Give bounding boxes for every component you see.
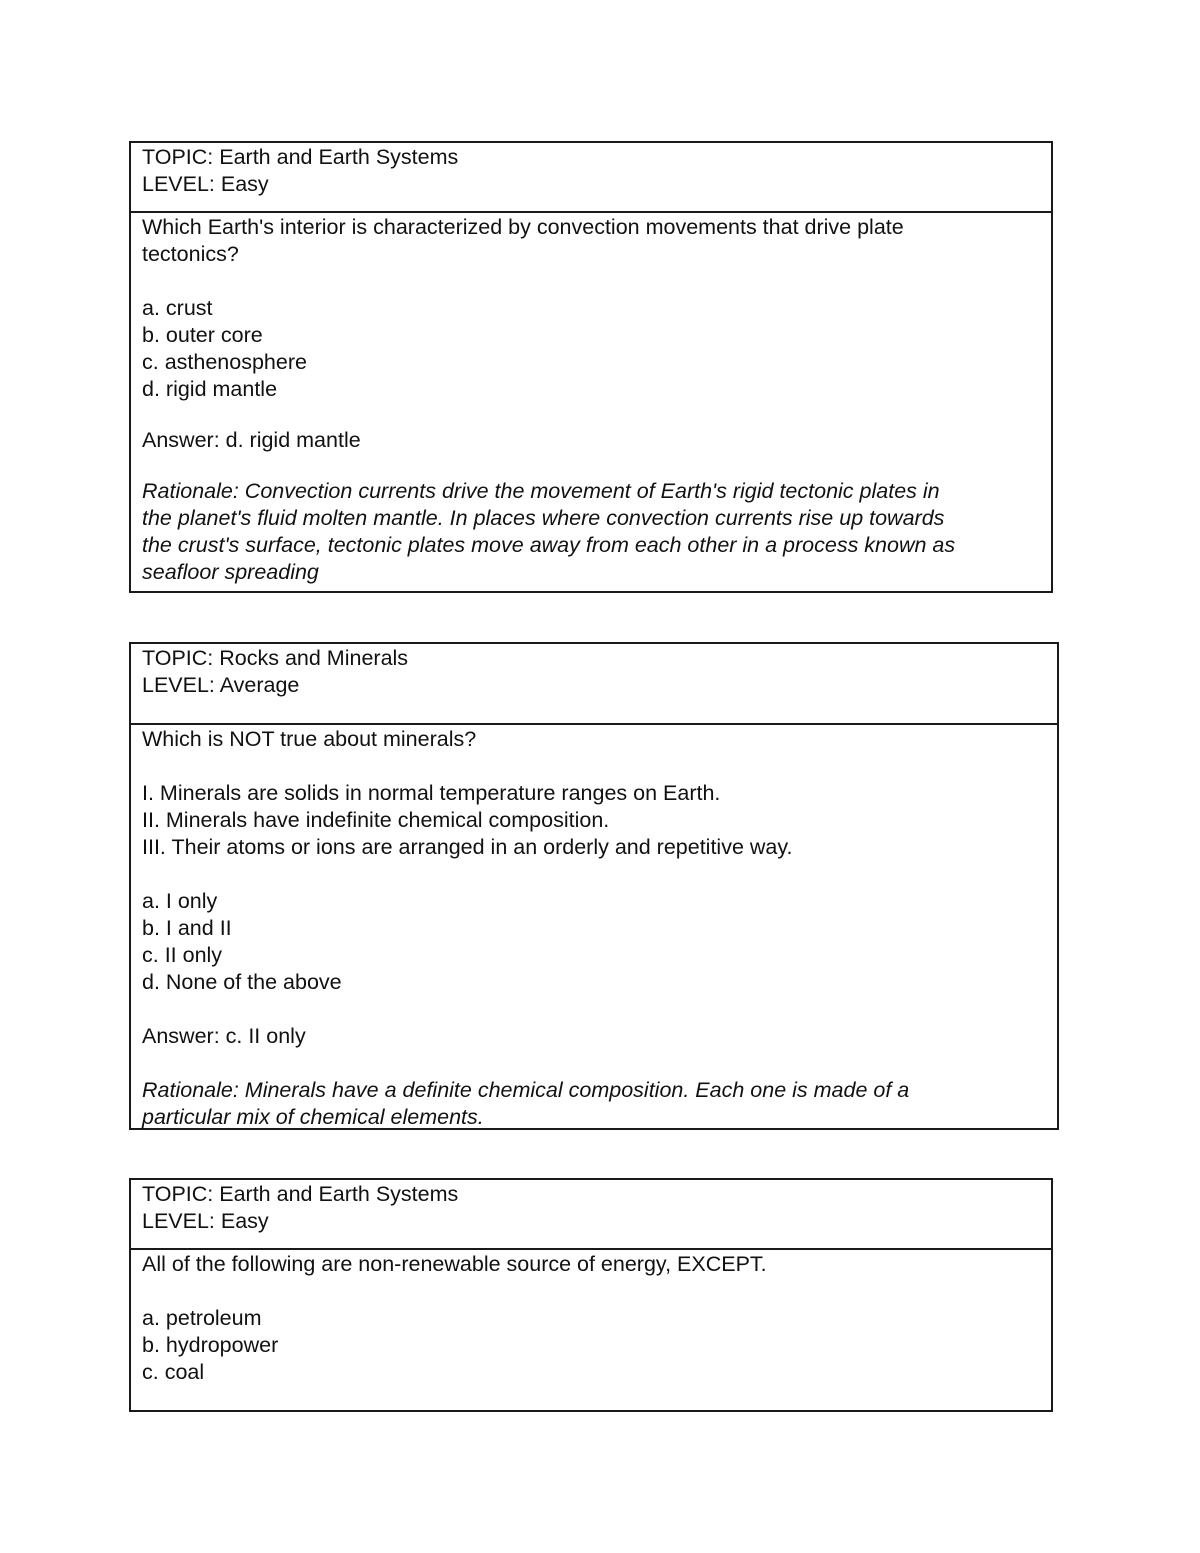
option-c: c. coal <box>142 1360 205 1384</box>
level-label: LEVEL: Easy <box>142 1209 269 1233</box>
rationale-text: Rationale: Minerals have a definite chemical composition. Each one is made of a <box>142 1078 910 1102</box>
rationale-text: the crust's surface, tectonic plates move away from each other in a process known as <box>142 533 956 557</box>
option-a: a. I only <box>142 889 218 913</box>
question-header <box>131 1180 1051 1250</box>
rationale-text: Rationale: Convection currents drive the movement of Earth's rigid tectonic plates in <box>142 479 940 503</box>
option-b: b. outer core <box>142 323 263 347</box>
level-label: LEVEL: Average <box>142 673 300 697</box>
question-body <box>131 1250 1051 1386</box>
question-card-1 <box>129 141 1053 593</box>
question-text: Which Earth's interior is characterized by convection movements that drive plate <box>142 215 904 239</box>
statement-ii: II. Minerals have indefinite chemical composition. <box>142 808 610 832</box>
statement-i: I. Minerals are solids in normal temperature ranges on Earth. <box>142 781 721 805</box>
rationale-text: seafloor spreading <box>142 560 319 584</box>
question-card-2 <box>129 642 1059 1130</box>
question-body <box>131 213 1051 586</box>
option-a: a. crust <box>142 296 213 320</box>
question-text: All of the following are non-renewable source of energy, EXCEPT. <box>142 1252 767 1276</box>
topic-label: TOPIC: Earth and Earth Systems <box>142 1182 459 1206</box>
option-c: c. II only <box>142 943 223 967</box>
level-label: LEVEL: Easy <box>142 172 269 196</box>
statement-iii: III. Their atoms or ions are arranged in an orderly and repetitive way. <box>142 835 793 859</box>
answer-text: Answer: c. II only <box>142 1024 306 1048</box>
topic-label: TOPIC: Earth and Earth Systems <box>142 145 459 169</box>
question-text: tectonics? <box>142 242 239 266</box>
rationale-text: the planet's fluid molten mantle. In places where convection currents rise up towards <box>142 506 945 530</box>
option-c: c. asthenosphere <box>142 350 307 374</box>
rationale-text: particular mix of chemical elements. <box>142 1105 484 1129</box>
answer-text: Answer: d. rigid mantle <box>142 428 361 452</box>
option-d: d. None of the above <box>142 970 342 994</box>
topic-label: TOPIC: Rocks and Minerals <box>142 646 409 670</box>
option-a: a. petroleum <box>142 1306 262 1330</box>
question-header <box>131 143 1051 213</box>
question-card-3 <box>129 1178 1053 1412</box>
option-b: b. hydropower <box>142 1333 279 1357</box>
option-d: d. rigid mantle <box>142 377 278 401</box>
question-text: Which is NOT true about minerals? <box>142 727 477 751</box>
question-body <box>131 725 1057 1131</box>
question-header <box>131 644 1057 725</box>
option-b: b. I and II <box>142 916 232 940</box>
